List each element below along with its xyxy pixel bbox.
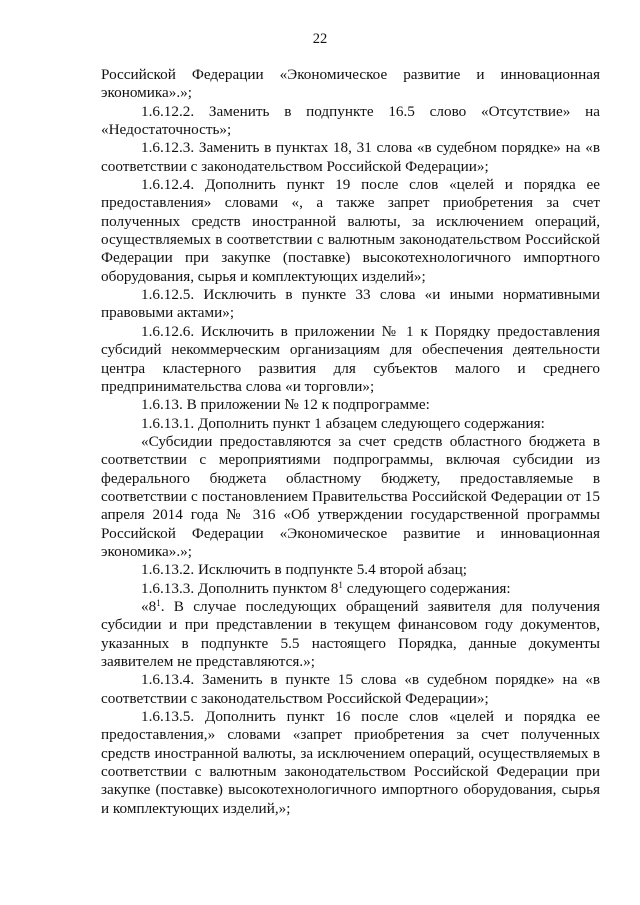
paragraph: 1.6.12.5. Исключить в пункте 33 слова «и иными нормативными правовыми актами»;	[101, 286, 600, 322]
paragraph: 1.6.13.5. Дополнить пункт 16 после слов «целей и порядка ее предоставления,» словами «запрет приобретения за счет полученных средств иностранной валюты, за исключением операций, осуществляемых в соответствии с валютным законодательством Российской Федерации при закупке (поставке) высокотехнологичного импортного оборудования, сырья и комплектующих изделий,»;	[101, 708, 600, 817]
paragraph: 1.6.13.2. Исключить в подпункте 5.4 второй абзац;	[141, 561, 467, 579]
paragraph: 1.6.13.1. Дополнить пункт 1 абзацем следующего содержания:	[141, 414, 545, 432]
paragraph: 1.6.12.4. Дополнить пункт 19 после слов «целей и порядка ее предоставления» словами «, а также запрет приобретения за счет полученных средств иностранной валюты, за исключением операций, осуществляемых в соответствии с валютным законодательством Российской Федерации при закупке (поставке) высокотехнологичного импортного оборудования, сырья и комплектующих изделий»;	[101, 176, 600, 285]
paragraph: 1.6.12.3. Заменить в пунктах 18, 31 слова «в судебном порядке» на «в соответствии с законодательством Российской Федерации»;	[101, 139, 600, 175]
paragraph-text: «8	[141, 597, 157, 615]
paragraph: 1.6.13.4. Заменить в пункте 15 слова «в судебном порядке» на «в соответствии с законодательством Российской Федерации»;	[101, 671, 600, 707]
page-number: 22	[312, 31, 328, 47]
paragraph	[101, 598, 600, 671]
paragraph: «Субсидии предоставляются за счет средств областного бюджета в соответствии с мероприятиями подпрограммы, включая субсидии из федерального бюджета областному бюджету, предоставляемые в соответствии с постановлением Правительства Российской Федерации от 15 апреля 2014 года № 316 «Об утверждении государственной программы Российской Федерации «Экономическое развитие и инновационная экономика».»;	[101, 432, 600, 560]
paragraph	[101, 580, 600, 598]
paragraph: 1.6.12.2. Заменить в подпункте 16.5 слово «Отсутствие» на «Недостаточность»;	[101, 102, 600, 139]
paragraph: Российской Федерации «Экономическое развитие и инновационная экономика».»;	[101, 66, 600, 102]
superscript: 1	[338, 579, 343, 590]
paragraph: 1.6.12.6. Исключить в приложении № 1 к Порядку предоставления субсидий некоммерческим организациям для обеспечения деятельности центра кластерного развития для субъектов малого и среднего предпринимательства слова «и торговли»;	[101, 322, 600, 395]
paragraph: 1.6.13. В приложении № 12 к подпрограмме:	[141, 396, 430, 414]
paragraph-text: . В случае последующих обращений заявителя для получения субсидии и при представлении в текущем финансовом году документов, указанных в подпункте 5.5 настоящего Порядка, данные документы заявителем не представляются.»;	[101, 597, 600, 670]
paragraph-text: следующего содержания:	[342, 579, 511, 597]
superscript: 1	[156, 597, 161, 608]
document-body	[101, 66, 600, 818]
paragraph-text: 1.6.13.3. Дополнить пунктом 8	[141, 579, 339, 597]
